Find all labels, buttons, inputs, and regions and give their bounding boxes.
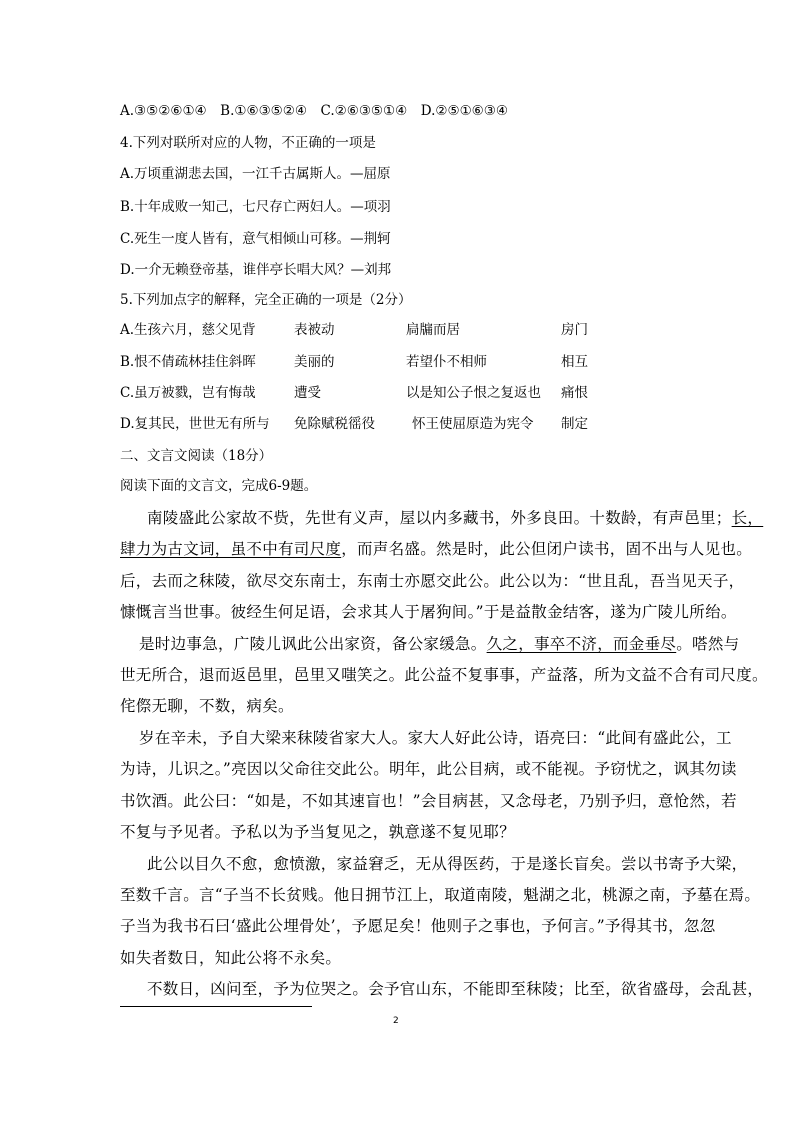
underlined-phrase: 长， <box>731 509 764 527</box>
q5-row-c-sentence: C.虽万被戮，岂有悔哉 <box>120 385 256 401</box>
q5-row-c-phrase: 以是知公子恨之复返也 <box>406 385 541 401</box>
q5-row-d-gloss: 制定 <box>561 416 588 432</box>
q5-row-d-meaning: 免除赋税徭役 <box>294 416 375 432</box>
q5-row-b-gloss: 相互 <box>561 354 588 370</box>
q5-row-b-sentence: B.恨不倩疏林挂住斜晖 <box>120 354 256 370</box>
underlined-phrase: 肆力为古文词，虽不中有司尺度 <box>120 540 342 558</box>
passage-p1-line2 <box>120 539 752 559</box>
passage-text: ，而声名盛。然是时，此公但闭户读书，固不出与人见也。 <box>341 540 753 558</box>
q4-option-d: D.一介无赖登帝基，谁伴亭长唱大风？—刘邦 <box>120 262 392 278</box>
passage-p3-line3: 书饮酒。此公曰：“如是，不如其速盲也！”会目病甚，又念母老，乃别予归，意怆然，若 <box>120 792 737 810</box>
passage-p1-line3: 后，去而之秣陵，欲尽交东南士，东南士亦愿交此公。此公以为：“世且乱，吾当见天子， <box>120 572 745 590</box>
passage-p4-line3: 子当为我书石曰‘盛此公埋骨处’，予愿足矣！他则子之事也，予何言。”予得其书，忽忽 <box>120 917 716 935</box>
underlined-phrase: 久之，事卒不济，而金垂尽 <box>486 635 677 653</box>
q4-option-a: A.万顷重湖悲去国，一江千古属斯人。—屈原 <box>120 166 391 182</box>
passage-text: 南陵盛此公家故不赀，先世有义声，屋以内多藏书，外多良田。十数龄，有声邑里； <box>147 509 732 527</box>
passage-p1-line4: 慷慨言当世事。彼经生何足语，会求其人于屠狗间。”于是益散金结客，遂为广陵儿所绐。 <box>120 603 737 621</box>
q5-row-b-meaning: 美丽的 <box>294 354 335 370</box>
passage-p3-line2: 为诗，儿识之。”亮因以父命往交此公。明年，此公目病，或不能视。予窃忧之，讽其勿读 <box>120 760 737 778</box>
passage-p1-line1 <box>147 508 763 528</box>
q5-row-a-phrase: 扃牖而居 <box>406 322 460 338</box>
q5-row-d-phrase: 怀王使屈原造为宪令 <box>412 416 534 432</box>
footnote-rule <box>120 1006 312 1007</box>
q5-stem: 5.下列加点字的解释，完全正确的一项是（2分） <box>120 292 412 308</box>
passage-p2-line2: 世无所合，退而返邑里，邑里又嗤笑之。此公益不复事事，产益落，所为文益不合有司尺度。 <box>120 666 768 684</box>
section-title: 二、文言文阅读（18分） <box>120 448 273 464</box>
q5-row-c-gloss: 痛恨 <box>561 385 588 401</box>
q5-row-a-sentence: A.生孩六月，慈父见背 <box>120 322 256 338</box>
passage-p2-line3: 侘傺无聊，不数，病矣。 <box>120 697 294 715</box>
passage-p3-line1: 岁在辛未，予自大梁来秣陵省家大人。家大人好此公诗，语亮曰：“此间有盛此公，工 <box>139 729 732 747</box>
q5-row-c-meaning: 遭受 <box>294 385 321 401</box>
q5-row-a-gloss: 房门 <box>561 322 588 338</box>
q5-row-b-phrase: 若望仆不相师 <box>406 354 487 370</box>
q4-stem: 4.下列对联所对应的人物，不正确的一项是 <box>120 135 376 151</box>
q5-row-d-sentence: D.复其民，世世无有所与 <box>120 416 270 432</box>
passage-p4-line4: 如失者数日，知此公将不永矣。 <box>120 949 342 967</box>
q3-options: A.③⑤②⑥①④ B.①⑥③⑤②④ C.②⑥③⑤①④ D.②⑤①⑥③④ <box>120 103 508 119</box>
passage-text: 。嗒然与 <box>676 635 740 653</box>
passage-p3-line4: 不复与予见者。予私以为予当复见之，孰意遂不复见耶？ <box>120 823 516 841</box>
page-number: 2 <box>393 1016 399 1026</box>
passage-text: 是时边事急，广陵儿讽此公出家资，备公家缓急。 <box>139 635 487 653</box>
passage-p4-line1: 此公以目久不愈，愈愤激，家益窘乏，无从得医药，于是遂长盲矣。尝以书寄予大梁， <box>147 855 748 873</box>
passage-p5-line1: 不数日，凶问至，予为位哭之。会予官山东，不能即至秣陵；比至，欲省盛母，会乱甚， <box>147 980 764 998</box>
section-instruction: 阅读下面的文言文，完成6-9题。 <box>120 478 318 494</box>
passage-p4-line2: 至数千言。言“子当不长贫贱。他日拥节江上，取道南陵，魁湖之北，桃源之南，予墓在焉。 <box>120 886 761 904</box>
passage-p2-line1 <box>139 634 739 654</box>
q5-row-a-meaning: 表被动 <box>294 322 335 338</box>
q4-option-b: B.十年成败一知己，七尺存亡两妇人。—项羽 <box>120 199 391 215</box>
q4-option-c: C.死生一度人皆有，意气相倾山可移。—荆轲 <box>120 231 391 247</box>
